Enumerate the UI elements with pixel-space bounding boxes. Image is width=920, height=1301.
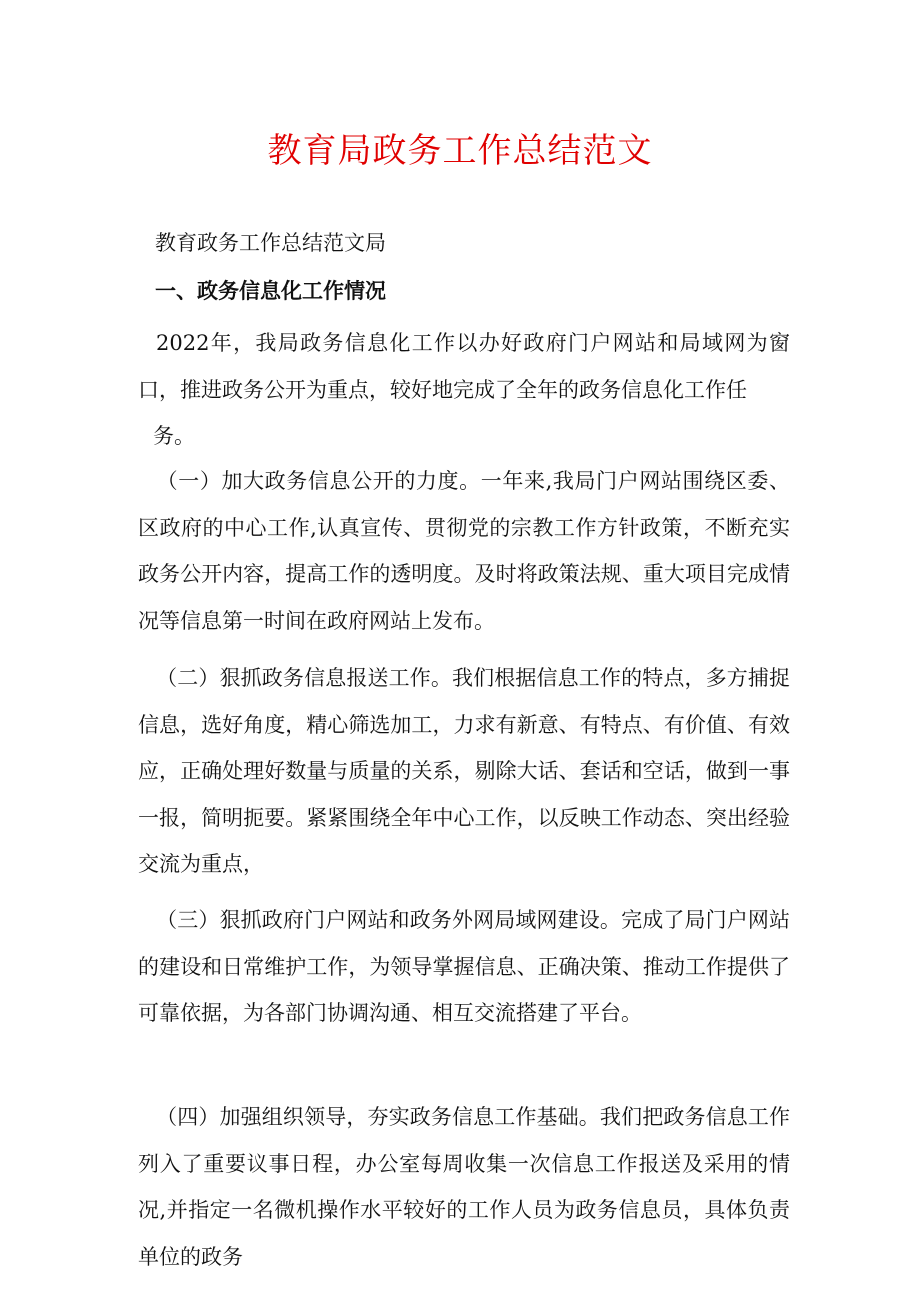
- section-heading: 一、政务信息化工作情况: [155, 279, 386, 303]
- paragraph-4-text: （三）狠抓政府门户网站和政务外网局域网建设。完成了局门户网站的建设和日常维护工作，为领导掌握信息、正确决策、推动工作提供了可靠依据，为各部门协调沟通、相互交流搭建了平台。: [138, 908, 790, 1025]
- paragraph-1-text: 2022年，我局政务信息化工作以办好政府门户网站和局域网为窗口，推进政务公开为重点，较好地完成了全年的政务信息化工作任: [138, 331, 790, 402]
- paragraph-4: [138, 897, 790, 1037]
- paragraph-2-text: （一）加大政务信息公开的力度。一年来,我局门户网站围绕区委、区政府的中心工作,认真宣传、贯彻党的宗教工作方针政策，不断充实政务公开内容，提高工作的透明度。及时将政策法规、重大项目完成情况等信息第一时间在政府网站上发布。: [138, 469, 790, 633]
- paragraph-2: [138, 458, 790, 644]
- paragraph-1: [138, 320, 790, 460]
- document-title: 教育局政务工作总结范文: [267, 131, 653, 171]
- document-subtitle: 教育政务工作总结范文局: [155, 231, 386, 255]
- paragraph-5-text: （四）加强组织领导，夯实政务信息工作基础。我们把政务信息工作列入了重要议事日程，办公室每周收集一次信息工作报送及采用的情况,并指定一名微机操作水平较好的工作人员为政务信息员，具体负责单位的政务: [138, 1105, 790, 1269]
- paragraph-3: [138, 655, 790, 888]
- paragraph-3-text: （二）狠抓政务信息报送工作。我们根据信息工作的特点，多方捕捉信息，选好角度，精心筛选加工，力求有新意、有特点、有价值、有效应，正确处理好数量与质量的关系，剔除大话、套话和空话，做到一事一报，简明扼要。紧紧围绕全年中心工作，以反映工作动态、突出经验交流为重点，: [138, 666, 790, 876]
- paragraph-1-tail: 务。: [153, 424, 195, 448]
- paragraph-5: [138, 1094, 790, 1280]
